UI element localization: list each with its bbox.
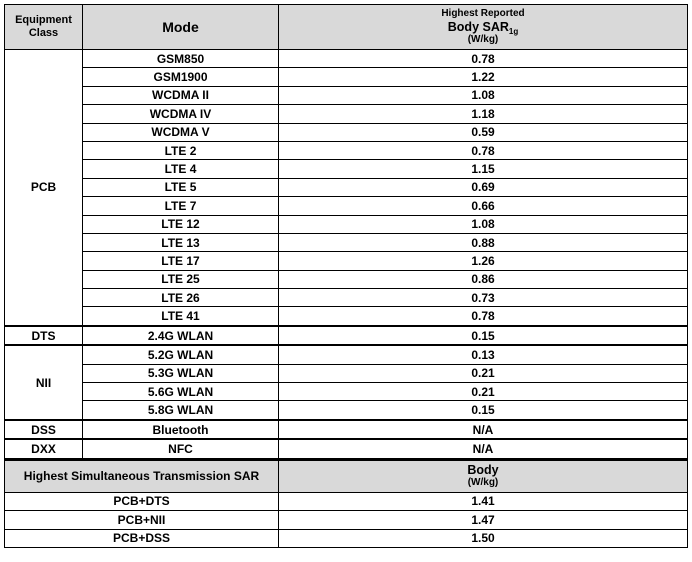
mode-cell: LTE 5 [83,178,279,196]
table-row [5,307,688,326]
sar-value-cell: 1.08 [279,215,688,233]
table-row [5,50,688,68]
mode-cell: LTE 26 [83,289,279,307]
sar-value-cell: 1.47 [279,511,688,530]
mode-cell: WCDMA II [83,86,279,104]
mode-cell: LTE 41 [83,307,279,326]
sar-value-cell: 0.66 [279,197,688,215]
table-row [5,252,688,270]
simultaneous-header-row [5,459,688,492]
mode-cell: LTE 2 [83,141,279,159]
table-row [5,105,688,123]
header-row [5,5,688,50]
equipment-class-header: Equipment Class [5,5,83,50]
sar-value-cell: 1.18 [279,105,688,123]
sar-header-unit: (W/kg) [467,34,499,45]
table-row [5,68,688,86]
sar-header-line2 [279,20,687,34]
mode-cell: LTE 12 [83,215,279,233]
table-row [5,364,688,382]
sar-value-cell: 0.21 [279,364,688,382]
sar-value-cell: N/A [279,420,688,439]
table-row [5,326,688,345]
sar-value-cell: 0.15 [279,326,688,345]
body-label: Body [467,463,499,478]
sar-header [279,5,688,50]
sar-header-label: Body SAR [447,20,509,34]
mode-cell: WCDMA V [83,123,279,141]
mode-header: Mode [83,5,279,50]
table-row [5,492,688,511]
combo-cell: PCB+DSS [5,529,279,548]
table-row [5,511,688,530]
mode-cell: LTE 13 [83,233,279,251]
mode-cell: LTE 17 [83,252,279,270]
sar-value-cell: 0.21 [279,383,688,401]
sar-value-cell: 0.78 [279,141,688,159]
table-row [5,270,688,288]
mode-cell: 2.4G WLAN [83,326,279,345]
simultaneous-title: Highest Simultaneous Transmission SAR [5,459,279,492]
sar-value-cell: 0.69 [279,178,688,196]
sar-value-cell: 0.86 [279,270,688,288]
mode-cell: GSM850 [83,50,279,68]
table-row [5,345,688,364]
table-row [5,123,688,141]
sar-value-cell: 0.73 [279,289,688,307]
mode-cell: LTE 7 [83,197,279,215]
table-row [5,401,688,420]
sar-value-cell: N/A [279,439,688,459]
sar-header-subscript: 1g [508,27,519,36]
mode-cell: LTE 4 [83,160,279,178]
equipment-class-cell: PCB [5,50,83,326]
sar-value-cell: 0.78 [279,307,688,326]
table-row [5,197,688,215]
sar-value-cell: 0.88 [279,233,688,251]
mode-cell: NFC [83,439,279,459]
table-row [5,178,688,196]
table-row [5,289,688,307]
table-row [5,529,688,548]
sar-value-cell: 1.41 [279,492,688,511]
sar-value-cell: 0.78 [279,50,688,68]
combo-cell: PCB+NII [5,511,279,530]
table-row [5,420,688,439]
mode-cell: 5.2G WLAN [83,345,279,364]
sar-value-cell: 1.08 [279,86,688,104]
table-row [5,233,688,251]
table-row [5,141,688,159]
mode-cell: 5.8G WLAN [83,401,279,420]
sar-value-cell: 0.15 [279,401,688,420]
mode-cell: GSM1900 [83,68,279,86]
mode-cell: WCDMA IV [83,105,279,123]
sar-value-cell: 0.13 [279,345,688,364]
mode-cell: 5.3G WLAN [83,364,279,382]
equipment-class-cell: DTS [5,326,83,345]
sar-value-cell: 1.50 [279,529,688,548]
simultaneous-body-header [279,459,688,492]
table-row [5,215,688,233]
mode-cell: LTE 25 [83,270,279,288]
sar-value-cell: 1.22 [279,68,688,86]
table-row [5,86,688,104]
body-unit: (W/kg) [467,477,499,489]
table-row [5,160,688,178]
sar-value-cell: 0.59 [279,123,688,141]
sar-value-cell: 1.15 [279,160,688,178]
combo-cell: PCB+DTS [5,492,279,511]
sar-header-line1: Highest Reported [441,8,525,19]
table-row [5,383,688,401]
sar-table [4,4,688,548]
mode-cell: 5.6G WLAN [83,383,279,401]
mode-cell: Bluetooth [83,420,279,439]
equipment-class-cell: DXX [5,439,83,459]
equipment-class-cell: DSS [5,420,83,439]
equipment-class-cell: NII [5,345,83,420]
sar-value-cell: 1.26 [279,252,688,270]
table-row [5,439,688,459]
